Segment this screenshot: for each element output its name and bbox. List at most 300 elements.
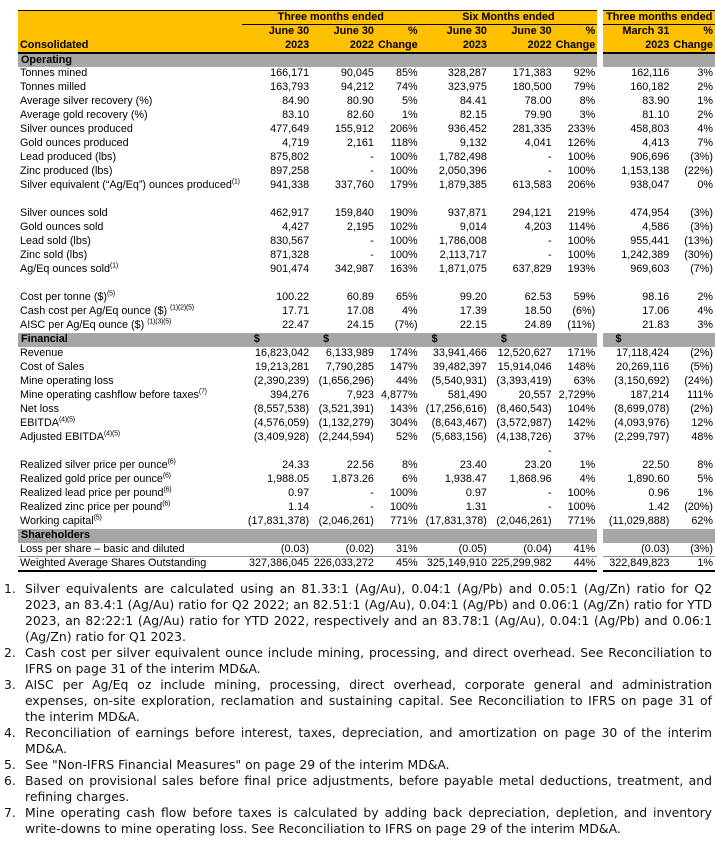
row-label-text: Working capital (20, 515, 94, 527)
row-label (18, 109, 242, 123)
row-label-text: Lead produced (lbs) (20, 151, 117, 163)
section-label: Shareholders (18, 529, 242, 543)
value-cell: (4,093,976) (614, 417, 670, 429)
value-cell (376, 445, 420, 459)
value-cell: (3,393,419) (496, 375, 552, 387)
value-cell: 100% (389, 235, 418, 247)
row-label (18, 291, 242, 305)
value-cell: 4,877% (380, 389, 418, 401)
col-header: % (671, 25, 715, 39)
value-cell (242, 193, 311, 207)
footnote-number: 3. (4, 677, 16, 692)
value-cell: 637,829 (512, 263, 552, 275)
row-realized-zinc-price-per-pound (18, 501, 715, 515)
value-cell (420, 277, 489, 291)
value-cell: 342,987 (334, 263, 374, 275)
row-label-text: Net loss (20, 403, 60, 415)
row-cost-per-tonne (18, 291, 715, 305)
value-cell (489, 193, 554, 207)
row-label-text: Tonnes milled (20, 81, 87, 93)
value-cell: 118% (390, 137, 418, 149)
value-cell: 17,118,424 (616, 347, 670, 359)
value-cell: 60.89 (346, 291, 374, 303)
table-header (18, 11, 715, 53)
row-label (18, 235, 242, 249)
band-cell (420, 529, 489, 543)
row-cash-cost-per-ag-eq-ounce (18, 305, 715, 319)
row-label (18, 389, 242, 403)
value-cell: 84.41 (459, 95, 487, 107)
value-cell: 4% (697, 123, 713, 135)
group-title-three-months-q1: Three months ended (603, 11, 715, 25)
value-cell (671, 193, 715, 207)
value-cell: 458,803 (630, 123, 670, 135)
footnote-4 (4, 725, 712, 757)
footnote-text: See "Non-IFRS Financial Measures" on page 29 of the interim MD&A. (25, 757, 450, 772)
value-cell: - (370, 235, 374, 247)
value-cell: (0.03) (641, 542, 670, 555)
value-cell: 4,041 (524, 137, 552, 149)
value-cell (242, 277, 311, 291)
row-label (18, 137, 242, 151)
row-label (18, 193, 242, 207)
value-cell: 92% (573, 67, 596, 79)
value-cell: 219% (567, 207, 596, 219)
footnote-number: 2. (4, 645, 16, 660)
value-cell: 225,299,982 (489, 557, 554, 572)
value-cell: 304% (389, 417, 418, 429)
value-cell: (5,540,931) (431, 375, 487, 387)
footnotes-list (4, 581, 712, 837)
row-label-text: Average gold recovery (%) (20, 109, 148, 121)
value-cell: (2,046,261) (496, 515, 552, 527)
value-cell: 100% (389, 501, 418, 513)
row-label (18, 123, 242, 137)
row-label (18, 305, 242, 319)
col-header: Change (671, 39, 715, 53)
value-cell: 394,276 (270, 389, 310, 401)
value-cell: 897,258 (270, 165, 310, 177)
row-zinc-sold-lbs (18, 249, 715, 263)
row-label-text: Realized zinc price per pound (20, 501, 163, 513)
value-cell: (3%) (690, 542, 713, 555)
value-cell: (8,699,078) (614, 403, 670, 415)
value-cell: 21.83 (642, 319, 670, 331)
row-label-text: Lead sold (lbs) (20, 235, 91, 247)
value-cell: (1,656,296) (318, 375, 374, 387)
consolidated-results-table (18, 10, 715, 572)
value-cell: 84.90 (282, 95, 310, 107)
value-cell: 1,873.26 (331, 473, 374, 485)
row-label (18, 95, 242, 109)
footnote-ref: (6) (163, 486, 172, 494)
row-label-text: Weighted Average Shares Outstanding (20, 557, 207, 569)
row-label (18, 221, 242, 235)
footnote-text: AISC per Ag/Eq oz include mining, processing, direct overhead, corporate general and administration expenses, on-site exploration, reclamation and sustaining capital. See Reconciliation to IFRS on page 31 of the interim MD&A. (25, 677, 712, 724)
value-cell: (2,046,261) (318, 515, 374, 527)
value-cell: 0% (697, 179, 713, 191)
footnote-text: Mine operating cash flow before taxes is calculated by adding back depreciation, depletion, and inventory write-downs to mine operating loss. See Reconciliation to IFRS on page 29 of the interim MD&A. (25, 805, 712, 836)
value-cell: 771% (389, 515, 418, 527)
row-cost-of-sales (18, 361, 715, 375)
row-label (18, 445, 242, 459)
group-title-three-months: Three months ended (242, 11, 420, 25)
value-cell: 24.15 (346, 319, 374, 331)
value-cell: 22.15 (459, 319, 487, 331)
band-cell (671, 529, 715, 543)
value-cell: 18.50 (524, 305, 552, 317)
row-loss-per-share-basic-and-diluted (18, 543, 715, 557)
band-cell (671, 333, 715, 347)
value-cell: 5% (697, 473, 713, 485)
value-cell: 1.31 (465, 501, 487, 513)
value-cell: 37% (573, 431, 596, 443)
value-cell (376, 277, 420, 291)
footnote-ref: (6) (162, 500, 171, 508)
value-cell: 17.08 (346, 305, 374, 317)
value-cell: 6% (401, 473, 418, 485)
band-cell (554, 529, 598, 543)
footnote-number: 5. (4, 757, 16, 772)
row-tonnes-milled (18, 81, 715, 95)
band-cell (420, 53, 489, 67)
value-cell: 1.14 (288, 501, 310, 513)
value-cell: 4,413 (642, 137, 670, 149)
band-cell (242, 53, 311, 67)
group-title-six-months: Six Months ended (420, 11, 598, 25)
band-cell (603, 529, 671, 543)
header-corner (18, 25, 242, 39)
value-cell: 171,383 (512, 67, 552, 79)
value-cell: 52% (395, 431, 418, 443)
value-cell: 83.90 (642, 95, 670, 107)
value-cell: 1% (697, 487, 713, 499)
value-cell: 59% (573, 291, 596, 303)
value-cell: 79% (573, 81, 596, 93)
value-cell: (30%) (684, 249, 713, 261)
footnote-7 (4, 805, 712, 837)
value-cell: 166,171 (270, 67, 310, 79)
row-average-silver-recovery (18, 95, 715, 109)
value-cell: 12,520,627 (497, 347, 552, 359)
value-cell: 4,427 (282, 221, 310, 233)
financial-report-page (0, 10, 715, 837)
value-cell: 100% (389, 151, 418, 163)
value-cell: 100% (567, 501, 596, 513)
value-cell: (0.05) (458, 542, 487, 555)
value-cell: 7,923 (346, 389, 374, 401)
row-label-text: Mine operating cashflow before taxes (20, 389, 199, 401)
value-cell: 23.40 (459, 459, 487, 471)
value-cell: 9,014 (459, 221, 487, 233)
footnote-ref: (4)(5) (59, 416, 75, 424)
consolidated-label: Consolidated (18, 39, 242, 53)
value-cell: (1,132,279) (318, 417, 374, 429)
value-cell: 1% (697, 95, 713, 107)
footnote-ref: (7) (198, 388, 207, 396)
value-cell: (3,150,692) (614, 375, 670, 387)
value-cell: 323,975 (447, 81, 487, 93)
value-cell: 82.60 (346, 109, 374, 121)
row-label (18, 347, 242, 361)
value-cell: 142% (567, 417, 596, 429)
value-cell: 1,153,138 (621, 165, 670, 177)
value-cell: 226,033,272 (311, 557, 376, 572)
footnote-text: Silver equivalents are calculated using an 81.33:1 (Ag/Au), 0.04:1 (Ag/Pb) and 0.05:1 (Ag/Zn) ratio for Q2 2023, an 83.4:1 (Ag/Au) ratio for Q2 2022; an 82.51:1 (Ag/Au), 0.04:1 (Ag/Pb) and 0.06:1 (Ag/Zn) ratio for YTD 2023, an 82:22:1 (Ag/Au) ratio for YTD 2022, respectively and an 83.78:1 (Ag/Au), 0.04:1 (Ag/Pb) and 0.06:1 (Ag/Zn) ratio for Q1 2023. (25, 581, 712, 644)
footnote-text: Based on provisional sales before final price adjustments, before payable metal deductions, treatment, and refining charges. (25, 773, 712, 804)
row-label (18, 151, 242, 165)
value-cell: 39,482,397 (432, 361, 487, 373)
row-net-loss (18, 403, 715, 417)
row-label (18, 459, 242, 473)
value-cell: 114% (568, 221, 596, 233)
row-label (18, 543, 242, 557)
row-label (18, 557, 242, 572)
value-cell: 100.22 (276, 291, 310, 303)
row-adjusted-ebitda (18, 431, 715, 445)
value-cell: 613,583 (512, 179, 552, 191)
value-cell: (17,831,378) (425, 515, 487, 527)
band-cell (311, 53, 376, 67)
value-cell: 2% (697, 109, 713, 121)
band-cell: $ (420, 333, 489, 347)
value-cell: 99.20 (459, 291, 487, 303)
footnote-6 (4, 773, 712, 805)
value-cell: (8,643,467) (431, 417, 487, 429)
value-cell: 79.90 (524, 109, 552, 121)
value-cell: 102% (389, 221, 418, 233)
row-aisc-per-ag-eq-ounce (18, 319, 715, 333)
row-mine-operating-cashflow-before-taxes (18, 389, 715, 403)
value-cell: 163,793 (270, 81, 310, 93)
value-cell (489, 277, 554, 291)
row-label (18, 431, 242, 445)
row-label (18, 249, 242, 263)
value-cell: (3,521,391) (318, 403, 374, 415)
value-cell: (3%) (690, 207, 713, 219)
value-cell: 104% (567, 403, 596, 415)
value-cell: 937,871 (447, 207, 487, 219)
value-cell: 65% (395, 291, 418, 303)
value-cell: 15,914,046 (497, 361, 552, 373)
value-cell: 100% (389, 249, 418, 261)
col-header: June 30 (311, 25, 376, 39)
value-cell: 180,500 (512, 81, 552, 93)
footnote-text: Cash cost per silver equivalent ounce include mining, processing, and direct overhead. See Reconciliation to IFRS on page 31 of the interim MD&A. (25, 645, 712, 676)
value-cell: 62.53 (524, 291, 552, 303)
value-cell: (2,299,797) (614, 431, 670, 443)
value-cell (554, 193, 598, 207)
value-cell: 2,195 (346, 221, 374, 233)
row-silver-ounces-produced (18, 123, 715, 137)
footnote-3 (4, 677, 712, 725)
value-cell: 337,760 (334, 179, 374, 191)
value-cell: 148% (567, 361, 596, 373)
value-cell: 1,879,385 (438, 179, 487, 191)
value-cell (311, 277, 376, 291)
row-label (18, 319, 242, 333)
value-cell (420, 445, 489, 459)
header-corner (18, 11, 242, 25)
band-cell: $ (489, 333, 554, 347)
value-cell: 147% (389, 361, 418, 373)
value-cell: 6,133,989 (325, 347, 374, 359)
value-cell (311, 445, 376, 459)
value-cell: 187,214 (630, 389, 670, 401)
band-cell (242, 529, 311, 543)
col-header: March 31 (603, 25, 671, 39)
value-cell: (4,138,726) (496, 431, 552, 443)
value-cell: (2%) (690, 403, 713, 415)
col-header: 2022 (489, 39, 554, 53)
row-label-text: Revenue (20, 347, 64, 359)
value-cell: 100% (389, 165, 418, 177)
value-cell: 174% (389, 347, 418, 359)
row-label-text: Average silver recovery (%) (20, 95, 153, 107)
value-cell: 45% (376, 557, 420, 572)
value-cell: - (548, 487, 552, 499)
row-label (18, 501, 242, 515)
value-cell: 294,121 (512, 207, 552, 219)
band-cell (311, 529, 376, 543)
band-cell (554, 333, 598, 347)
value-cell: (11%) (567, 319, 596, 331)
value-cell: - (548, 151, 552, 163)
value-cell: 2% (697, 291, 713, 303)
value-cell: 581,490 (447, 389, 487, 401)
row-label (18, 515, 242, 529)
value-cell: 322,849,823 (603, 557, 671, 572)
value-cell (554, 445, 598, 459)
value-cell: 941,338 (270, 179, 310, 191)
value-cell: 24.89 (524, 319, 552, 331)
value-cell: (7%) (394, 319, 418, 331)
row-lead-produced-lbs (18, 151, 715, 165)
band-cell: $ (603, 333, 671, 347)
value-cell: - (370, 501, 374, 513)
value-cell: 31% (395, 542, 418, 555)
value-cell: 7% (697, 137, 713, 149)
value-cell: (0.04) (523, 542, 552, 555)
spacer-row (18, 445, 715, 459)
value-cell: 16,823,042 (255, 347, 310, 359)
row-label (18, 487, 242, 501)
value-cell: (2%) (690, 347, 713, 359)
value-cell (376, 193, 420, 207)
value-cell: 3% (697, 67, 713, 79)
row-label-text: Cost per tonne ($) (20, 291, 108, 303)
row-label-text: EBITDA (20, 417, 59, 429)
value-cell: 162,116 (631, 67, 670, 79)
value-cell: 2,113,717 (439, 249, 487, 261)
value-cell: (3%) (690, 151, 713, 163)
value-cell: 2,050,396 (438, 165, 487, 177)
value-cell: 100% (567, 235, 596, 247)
row-label-text: Silver ounces produced (20, 123, 133, 135)
row-silver-ounces-sold (18, 207, 715, 221)
value-cell: 936,452 (447, 123, 487, 135)
row-label-text: Realized lead price per pound (20, 487, 164, 499)
value-cell: (8,557,538) (253, 403, 310, 415)
value-cell: 90,045 (340, 67, 374, 79)
footnote-number: 7. (4, 805, 16, 820)
row-label-text: Tonnes mined (20, 67, 88, 79)
row-revenue (18, 347, 715, 361)
value-cell: 1,890.60 (627, 473, 670, 485)
value-cell: 906,696 (630, 151, 670, 163)
row-realized-silver-price-per-ounce (18, 459, 715, 473)
value-cell: 160,182 (630, 81, 670, 93)
row-label-text: Mine operating loss (20, 375, 114, 387)
row-label (18, 473, 242, 487)
row-ebitda (18, 417, 715, 431)
value-cell: 3% (697, 319, 713, 331)
band-cell (554, 53, 598, 67)
footnote-ref: (1)(3)(5) (147, 318, 172, 326)
value-cell (311, 193, 376, 207)
value-cell: 98.16 (642, 291, 670, 303)
value-cell: 0.97 (465, 487, 487, 499)
value-cell: 62% (691, 515, 713, 527)
row-label-text: Loss per share – basic and diluted (20, 542, 185, 555)
footnote-ref: (5) (107, 290, 115, 298)
value-cell: (24%) (684, 375, 713, 387)
value-cell: 2,161 (346, 137, 374, 149)
value-cell: (7%) (690, 263, 713, 275)
value-cell (554, 277, 598, 291)
footnote-ref: (1) (231, 178, 240, 186)
col-header: 2022 (311, 39, 376, 53)
date-row (18, 25, 715, 39)
band-cell (376, 333, 420, 347)
value-cell: (3,572,987) (496, 417, 552, 429)
footnote-ref: (1) (110, 262, 119, 270)
footnote-ref: (6) (162, 472, 171, 480)
footnote-number: 4. (4, 725, 16, 740)
value-cell: 44% (554, 557, 598, 572)
footnote-5 (4, 757, 712, 773)
row-label-text: Zinc sold (lbs) (20, 249, 88, 261)
col-header: Change (555, 38, 596, 51)
footnote-text: Reconciliation of earnings before interest, taxes, depreciation, and amortization on page 30 of the interim MD&A. (25, 725, 712, 756)
row-gold-ounces-sold (18, 221, 715, 235)
value-cell: 20,557 (518, 389, 552, 401)
value-cell: 477,649 (270, 123, 310, 135)
value-cell: 0.97 (288, 487, 310, 499)
year-row (18, 39, 715, 53)
value-cell: 1,782,498 (438, 151, 487, 163)
value-cell: 48% (691, 431, 713, 443)
row-ag-eq-ounces-sold (18, 263, 715, 277)
value-cell: (0.03) (280, 542, 310, 555)
value-cell: - (370, 487, 374, 499)
footnote-2 (4, 645, 712, 677)
value-cell: (0.02) (345, 542, 374, 555)
band-cell: $ (242, 333, 311, 347)
value-cell: 1,242,389 (621, 249, 670, 261)
value-cell: 22.47 (282, 319, 310, 331)
row-mine-operating-loss (18, 375, 715, 389)
value-cell: 63% (573, 375, 596, 387)
value-cell: 171% (567, 347, 596, 359)
row-weighted-average-shares-outstanding (18, 557, 715, 572)
value-cell: 190% (389, 207, 418, 219)
value-cell: 1.42 (648, 501, 670, 513)
value-cell: 206% (567, 179, 596, 191)
value-cell: (4,576,059) (253, 417, 310, 429)
band-cell (603, 53, 671, 67)
footnote-ref: (5) (93, 514, 102, 522)
